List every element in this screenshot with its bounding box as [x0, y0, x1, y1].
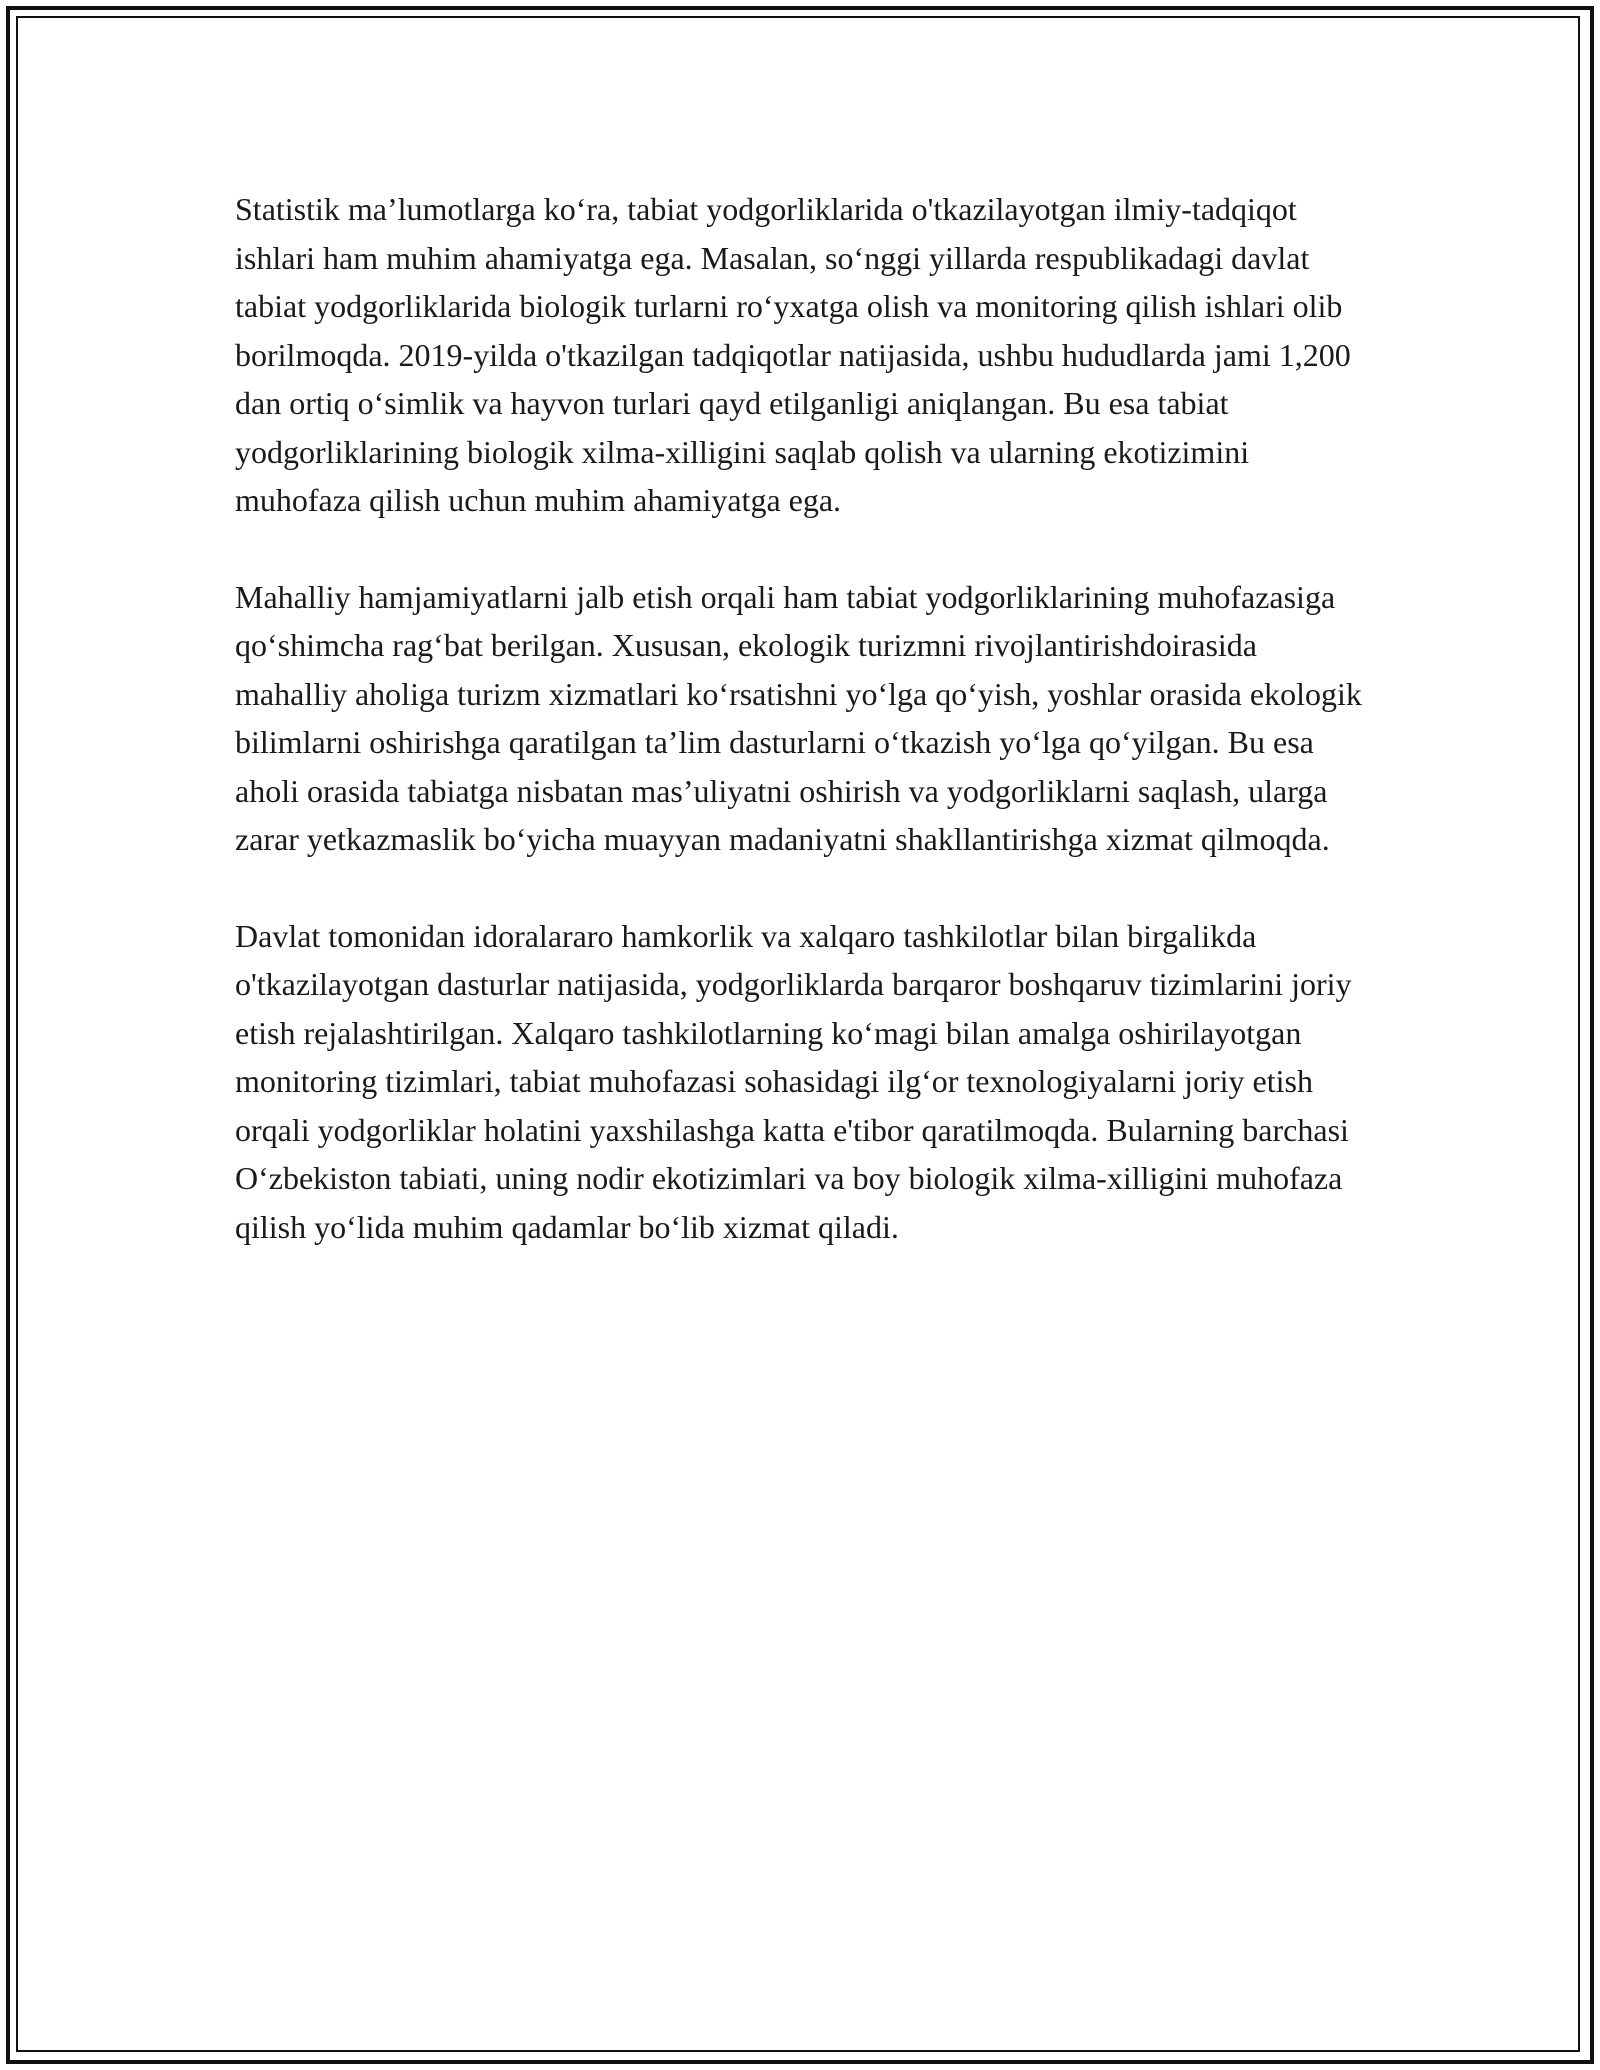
- paragraph-local-communities: Mahalliy hamjamiyatlarni jalb etish orqali ham tabiat yodgorliklarining muhofazasiga qo‘shimcha rag‘bat berilgan. Xususan, ekologik turizmni rivojlantirishdoirasida mahalliy aholiga turizm xizmatlari ko‘rsatishni yo‘lga qo‘yish, yoshlar orasida ekologik bilimlarni oshirishga qaratilgan ta’lim dasturlarni o‘tkazish yo‘lga qo‘yilgan. Bu esa aholi orasida tabiatga nisbatan mas’uliyatni oshirish va yodgorliklarni saqlash, ularga zarar yetkazmaslik bo‘yicha muayyan madaniyatni shakllantirishga xizmat qilmoqda.: [235, 578, 1362, 857]
- paragraph-international-cooperation: Davlat tomonidan idoralararo hamkorlik va xalqaro tashkilotlar bilan birgalikda o'tkazilayotgan dasturlar natijasida, yodgorliklarda barqaror boshqaruv tizimlarini joriy etish rejalashtirilgan. Xalqaro tashkilotlarning ko‘magi bilan amalga oshirilayotgan monitoring tizimlari, tabiat muhofazasi sohasidagi ilg‘or texnologiyalarni joriy etish orqali yodgorliklar holatini yaxshilashga katta e'tibor qaratilmoqda. Bularning barchasi O‘zbekiston tabiati, uning nodir ekotizimlari va boy biologik xilma-xilligini muhofaza qilish yo‘lida muhim qadamlar bo‘lib xizmat qiladi.: [235, 917, 1352, 1245]
- document-body: [235, 185, 1370, 1299]
- paragraph-statistics: Statistik ma’lumotlarga ko‘ra, tabiat yodgorliklarida o'tkazilayotgan ilmiy-tadqiqot ishlari ham muhim ahamiyatga ega. Masalan, so‘nggi yillarda respublikadagi davlat tabiat yodgorliklarida biologik turlarni ro‘yxatga olish va monitoring qilish ishlari olib borilmoqda. 2019-yilda o'tkazilgan tadqiqotlar natijasida, ushbu hududlarda jami 1,200 dan ortiq o‘simlik va hayvon turlari qayd etilganligi aniqlangan. Bu esa tabiat yodgorliklarining biologik xilma-xilligini saqlab qolish va ularning ekotizimini muhofaza qilish uchun muhim ahamiyatga ega.: [235, 191, 1351, 518]
